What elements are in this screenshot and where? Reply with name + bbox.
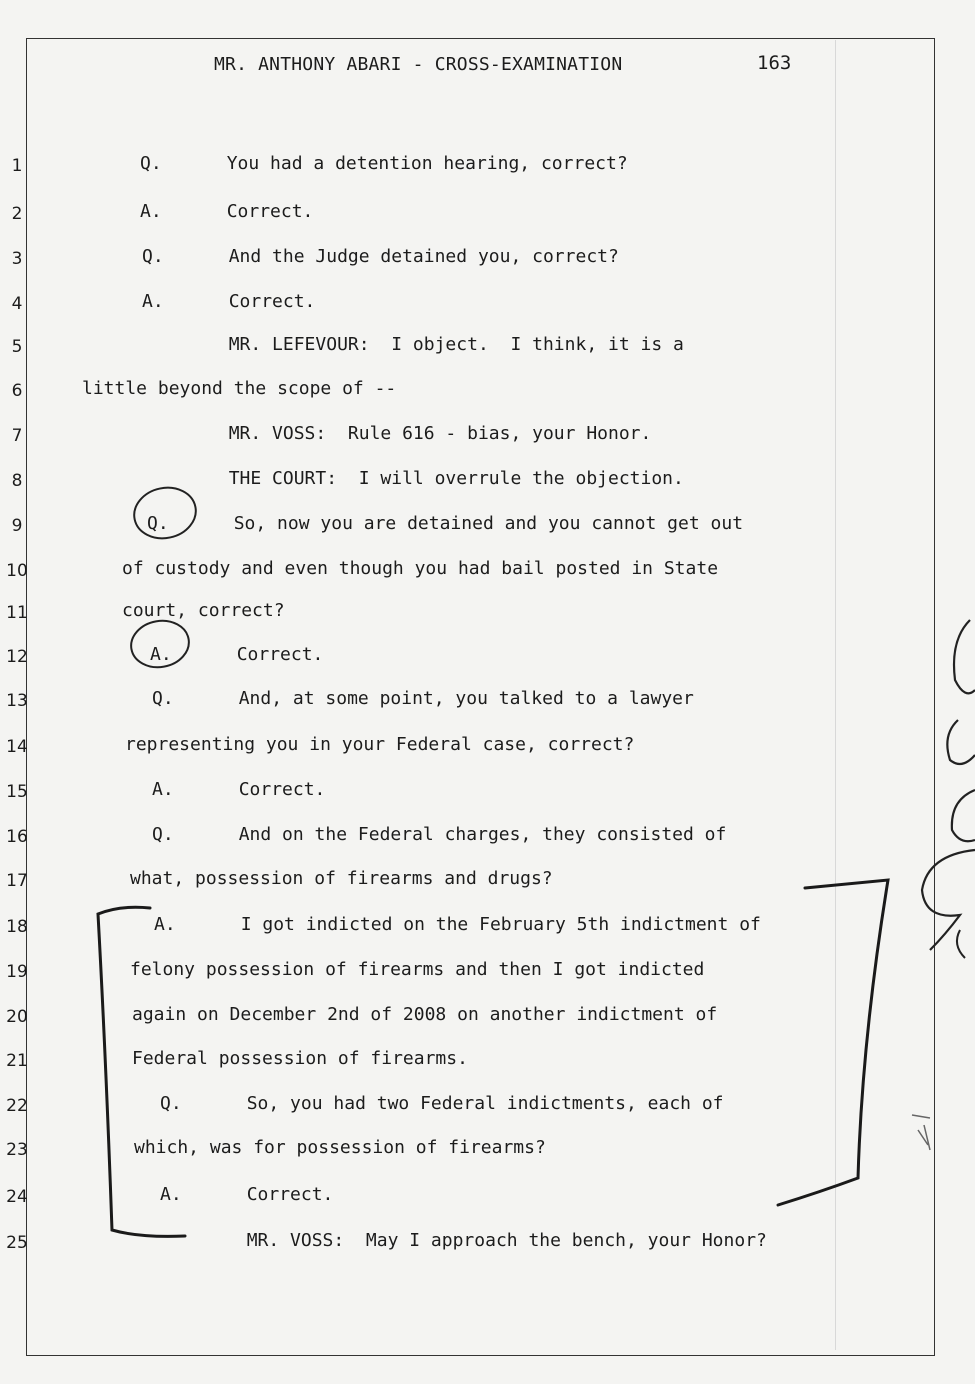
line-number: 3: [11, 249, 23, 269]
line-number: 9: [11, 516, 23, 536]
line-number: 15: [6, 782, 28, 802]
transcript-line: little beyond the scope of --: [82, 378, 397, 399]
transcript-line: MR. VOSS: May I approach the bench, your Honor?: [160, 1230, 767, 1251]
annotation-margin-scribble-2: [947, 720, 975, 764]
annotation-margin-scribble-3: [952, 790, 975, 841]
annotation-margin-scribble-4: [922, 850, 975, 950]
transcript-line: Q. And, at some point, you talked to a lawyer: [152, 688, 694, 709]
annotation-right-bracket: [778, 880, 888, 1205]
transcript-line: Q. And on the Federal charges, they consisted of: [152, 824, 727, 845]
line-number: 14: [6, 737, 28, 757]
line-number: 18: [6, 917, 28, 937]
line-number: 21: [6, 1051, 28, 1071]
transcript-line: Q. So, now you are detained and you cannot get out: [147, 513, 744, 534]
transcript-line: A. Correct.: [150, 644, 324, 665]
transcript-line: A. Correct.: [140, 201, 314, 222]
annotation-small-mark: [912, 1115, 930, 1150]
line-number: 24: [6, 1187, 28, 1207]
line-number: 20: [6, 1007, 28, 1027]
page-header: MR. ANTHONY ABARI - CROSS-EXAMINATION: [214, 54, 623, 75]
transcript-line: what, possession of firearms and drugs?: [130, 868, 553, 889]
annotation-left-bracket: [98, 907, 185, 1236]
annotation-circle-q9: [129, 482, 200, 544]
transcript-line: MR. LEFEVOUR: I object. I think, it is a: [142, 334, 684, 355]
line-number: 6: [11, 381, 23, 401]
line-number: 23: [6, 1140, 28, 1160]
line-number: 2: [11, 204, 23, 224]
transcript-line: Q. So, you had two Federal indictments, each of: [160, 1093, 724, 1114]
line-number: 22: [6, 1096, 28, 1116]
annotation-circle-a12: [127, 616, 192, 671]
transcript-line: A. Correct.: [152, 779, 326, 800]
transcript-line: Q. And the Judge detained you, correct?: [142, 246, 619, 267]
line-number: 19: [6, 962, 28, 982]
transcript-line: Q. You had a detention hearing, correct?: [140, 153, 628, 174]
transcript-line: which, was for possession of firearms?: [134, 1137, 546, 1158]
transcript-line: A. Correct.: [160, 1184, 334, 1205]
transcript-line: A. Correct.: [142, 291, 316, 312]
line-number: 1: [11, 156, 23, 176]
line-number: 16: [6, 827, 28, 847]
transcript-line: representing you in your Federal case, correct?: [125, 734, 635, 755]
line-number: 12: [6, 647, 28, 667]
page-number: 163: [757, 52, 792, 74]
transcript-line: felony possession of firearms and then I got indicted: [130, 959, 705, 980]
transcript-line: again on December 2nd of 2008 on another indictment of: [132, 1004, 718, 1025]
line-number: 10: [6, 561, 28, 581]
transcript-line: MR. VOSS: Rule 616 - bias, your Honor.: [142, 423, 652, 444]
line-number: 4: [11, 294, 23, 314]
line-number: 7: [11, 426, 23, 446]
line-number: 13: [6, 691, 28, 711]
transcript-line: THE COURT: I will overrule the objection.: [142, 468, 684, 489]
transcript-line: A. I got indicted on the February 5th indictment of: [154, 914, 761, 935]
line-number: 11: [6, 603, 28, 623]
annotation-margin-scribble-1: [954, 620, 975, 693]
line-number: 8: [11, 471, 23, 491]
annotation-margin-scribble-5: [957, 930, 965, 958]
line-number: 5: [11, 337, 23, 357]
transcript-line: of custody and even though you had bail posted in State: [122, 558, 719, 579]
line-number: 17: [6, 871, 28, 891]
transcript-line: Federal possession of firearms.: [132, 1048, 468, 1069]
transcript-line: court, correct?: [122, 600, 285, 621]
line-number: 25: [6, 1233, 28, 1253]
